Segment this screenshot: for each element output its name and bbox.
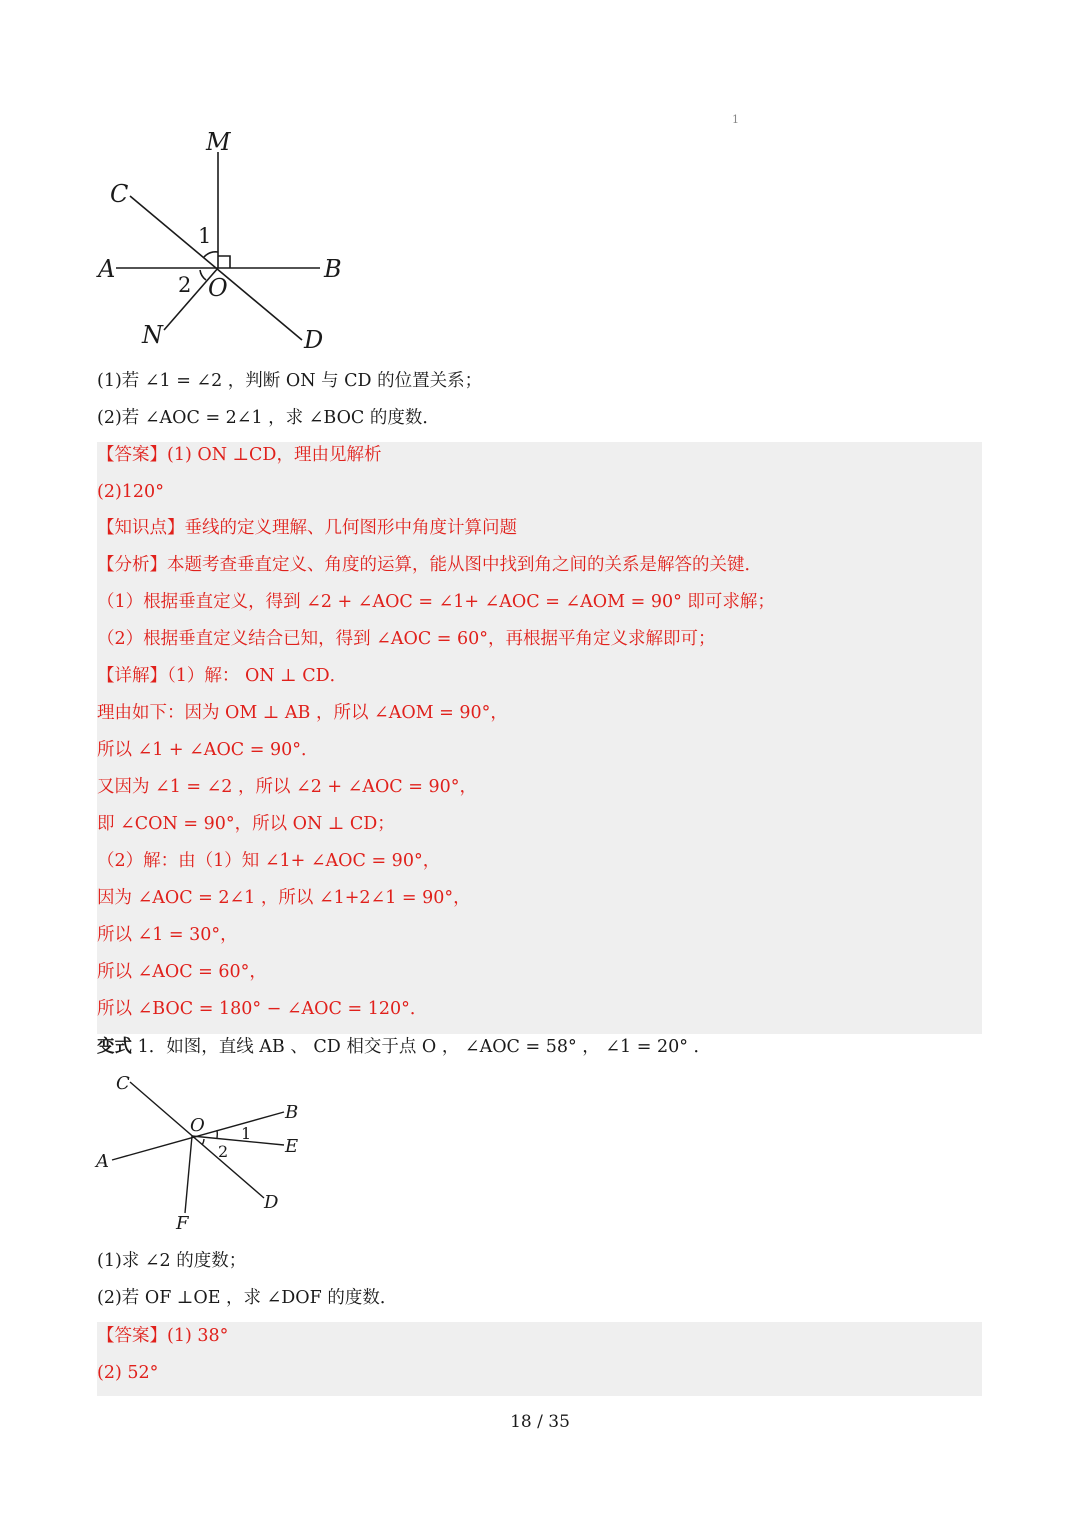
variant-answer-1: 【答案】(1) 38° (97, 1326, 229, 1346)
figure-1-diagram (90, 120, 360, 355)
variant-prefix: 变式 (97, 1037, 132, 1057)
line-of (185, 1136, 192, 1213)
label-c: C (116, 1073, 130, 1094)
answer-line: 【答案】(1) ON ⊥CD，理由见解析 (97, 445, 382, 465)
variant-question-1: (1)求 ∠2 的度数； (97, 1251, 247, 1271)
page-mark: 1 (732, 113, 739, 126)
figure-2-diagram (92, 1070, 312, 1235)
label-angle-2: 2 (218, 1142, 229, 1161)
variant-answer-2: (2) 52° (97, 1363, 159, 1383)
detail-line: 又因为 ∠1 = ∠2 ，所以 ∠2 + ∠AOC = 90°， (97, 777, 478, 797)
detail-line: 理由如下：因为 OM ⊥ AB ，所以 ∠AOM = 90°， (97, 703, 508, 723)
label-m: M (206, 128, 231, 156)
label-n: N (142, 321, 163, 349)
label-b: B (285, 1102, 299, 1123)
detail-line: 因为 ∠AOC = 2∠1 ，所以 ∠1+2∠1 = 90°， (97, 888, 471, 908)
label-a: A (98, 255, 116, 283)
label-angle-1: 1 (241, 1124, 252, 1143)
figure-2 (92, 1070, 312, 1235)
detail-line: 即 ∠CON = 90°，所以 ON ⊥ CD； (97, 814, 395, 834)
variant-question-2: (2)若 OF ⊥OE ，求 ∠DOF 的度数． (97, 1288, 398, 1308)
detail-line: （2）解：由（1）知 ∠1+ ∠AOC = 90°， (97, 851, 441, 871)
variant-statement (97, 1035, 711, 1059)
label-e: E (285, 1136, 299, 1157)
label-angle-1: 1 (198, 224, 212, 248)
line-oe (192, 1136, 284, 1145)
angle-2-arc (200, 270, 206, 280)
angle-1-arc (204, 252, 218, 257)
label-f: F (176, 1213, 189, 1234)
label-d: D (304, 326, 324, 354)
analysis: 【分析】本题考查垂直定义、角度的运算，能从图中找到角之间的关系是解答的关键． (97, 555, 762, 575)
label-b: B (324, 255, 342, 283)
label-c: C (110, 180, 129, 208)
detail-line: 所以 ∠AOC = 60°， (97, 962, 267, 982)
detail-line: 所以 ∠BOC = 180° − ∠AOC = 120°． (97, 999, 428, 1019)
question-2: (2)若 ∠AOC = 2∠1 ，求 ∠BOC 的度数． (97, 408, 440, 428)
label-angle-2: 2 (178, 273, 192, 297)
detail-heading: 【详解】（1）解： ON ⊥ CD． (97, 666, 348, 686)
answer-line-2: (2)120° (97, 482, 164, 502)
detail-line: 所以 ∠1 = 30°， (97, 925, 238, 945)
label-o: O (208, 274, 228, 302)
page-number: 18 / 35 (510, 1412, 570, 1432)
right-angle-mark (218, 256, 230, 268)
label-o: O (190, 1115, 205, 1136)
question-1: (1)若 ∠1 = ∠2 ，判断 ON 与 CD 的位置关系； (97, 371, 483, 391)
label-d: D (264, 1192, 279, 1213)
figure-1 (90, 120, 360, 355)
angle-2-arc (202, 1139, 204, 1145)
detail-line: 所以 ∠1 + ∠AOC = 90°． (97, 740, 319, 760)
knowledge-point: 【知识点】垂线的定义理解、几何图形中角度计算问题 (97, 518, 517, 538)
analysis-step-2: （2）根据垂直定义结合已知，得到 ∠AOC = 60°，再根据平角定义求解即可； (97, 629, 716, 649)
answer-panel-2 (97, 1322, 982, 1396)
analysis-step-1: （1）根据垂直定义，得到 ∠2 + ∠AOC = ∠1+ ∠AOC = ∠AOM = 90° 即可求解； (97, 592, 775, 612)
label-a: A (96, 1151, 109, 1172)
variant-text: 1．如图，直线 AB 、 CD 相交于点 O ， ∠AOC = 58° ， ∠1 = 20° ． (132, 1037, 712, 1057)
